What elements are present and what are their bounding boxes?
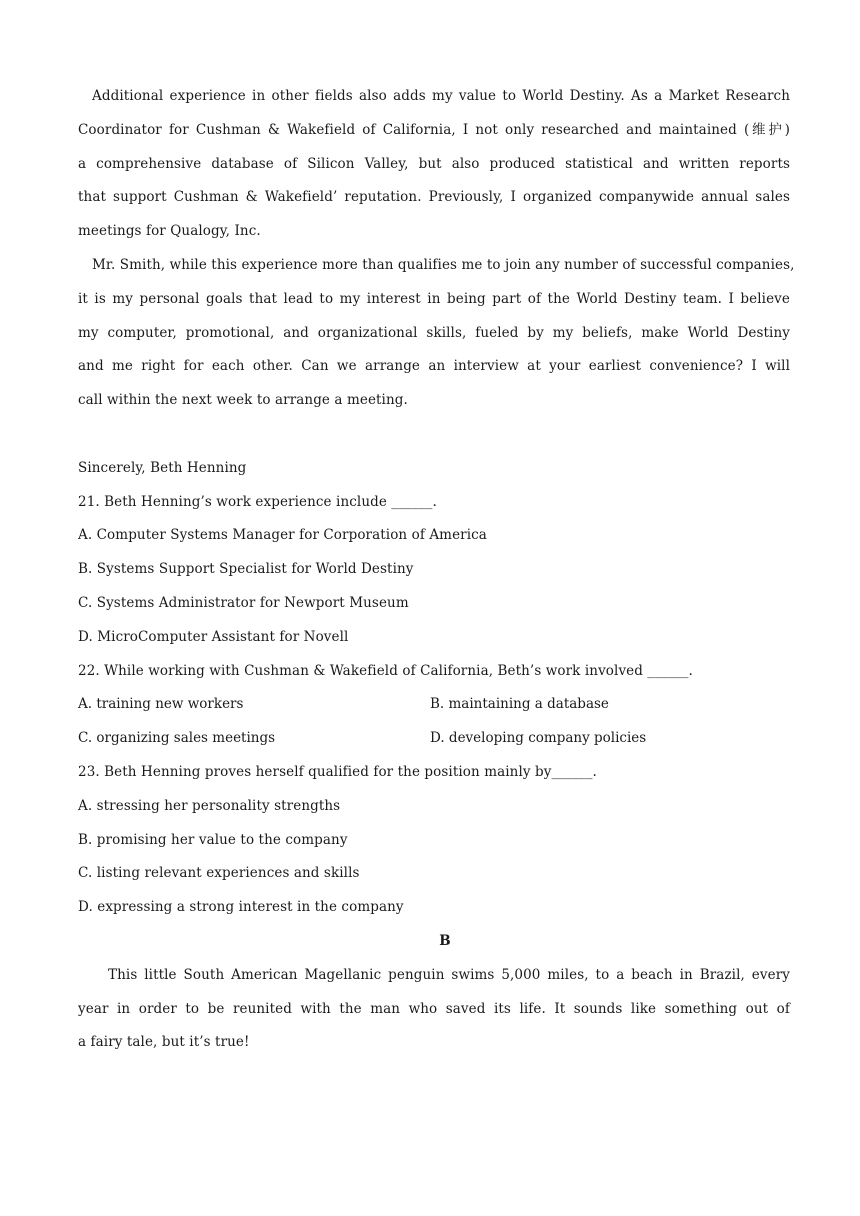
section-heading: B xyxy=(439,932,451,949)
paragraph-penguin xyxy=(78,959,790,1060)
answer-option: B. promising her value to the company xyxy=(78,831,348,848)
question-stem: 21. Beth Henning’s work experience include ______. xyxy=(78,493,437,510)
question-stem: 22. While working with Cushman & Wakefield of California, Beth’s work involved ______. xyxy=(78,662,693,679)
question-22 xyxy=(78,655,790,756)
options-row xyxy=(78,688,790,722)
text-line: a fairy tale, but it’s true! xyxy=(78,1034,250,1051)
spacer xyxy=(78,418,790,452)
text-line: and me right for each other. Can we arrange an interview at your earliest convenience? I will xyxy=(78,358,790,375)
options-row xyxy=(78,722,790,756)
question-stem: 23. Beth Henning proves herself qualified for the position mainly by______. xyxy=(78,763,597,780)
paragraph-experience xyxy=(78,80,790,249)
letter-closing: Sincerely, Beth Henning xyxy=(78,459,247,476)
text-line: year in order to be reunited with the man who saved its life. It sounds like something out of xyxy=(78,1000,790,1017)
answer-option: C. listing relevant experiences and skills xyxy=(78,865,360,882)
text-line: Coordinator for Cushman & Wakefield of California, I not only researched and maintained (维护) xyxy=(78,121,790,138)
answer-option: C. organizing sales meetings xyxy=(78,730,276,747)
question-23 xyxy=(78,756,790,925)
answer-option: C. Systems Administrator for Newport Museum xyxy=(78,594,409,611)
document-page xyxy=(78,80,795,1060)
answer-option: D. expressing a strong interest in the company xyxy=(78,899,404,916)
text-line: Mr. Smith, while this experience more than qualifies me to join any number of successful companies, xyxy=(92,256,795,273)
text-line: call within the next week to arrange a meeting. xyxy=(78,392,408,409)
text-line: it is my personal goals that lead to my interest in being part of the World Destiny team. I believe xyxy=(78,290,790,307)
paragraph-goals xyxy=(78,249,795,418)
text-line: my computer, promotional, and organizational skills, fueled by my beliefs, make World Destiny xyxy=(78,324,790,341)
answer-option: A. training new workers xyxy=(78,696,244,713)
text-line: meetings for Qualogy, Inc. xyxy=(78,223,261,240)
text-line: a comprehensive database of Silicon Valley, but also produced statistical and written reports xyxy=(78,155,790,172)
answer-option: B. maintaining a database xyxy=(430,696,609,713)
text-line: Additional experience in other fields also adds my value to World Destiny. As a Market Research xyxy=(92,88,790,104)
question-21 xyxy=(78,486,790,655)
answer-option: A. stressing her personality strengths xyxy=(78,797,341,814)
answer-option: A. Computer Systems Manager for Corporation of America xyxy=(78,527,487,544)
text-line: that support Cushman & Wakefield’ reputation. Previously, I organized companywide annual sales xyxy=(78,189,790,206)
answer-option: D. MicroComputer Assistant for Novell xyxy=(78,628,349,645)
text-line: This little South American Magellanic penguin swims 5,000 miles, to a beach in Brazil, every xyxy=(108,966,790,983)
answer-option: D. developing company policies xyxy=(430,730,647,747)
answer-option: B. Systems Support Specialist for World Destiny xyxy=(78,561,414,578)
